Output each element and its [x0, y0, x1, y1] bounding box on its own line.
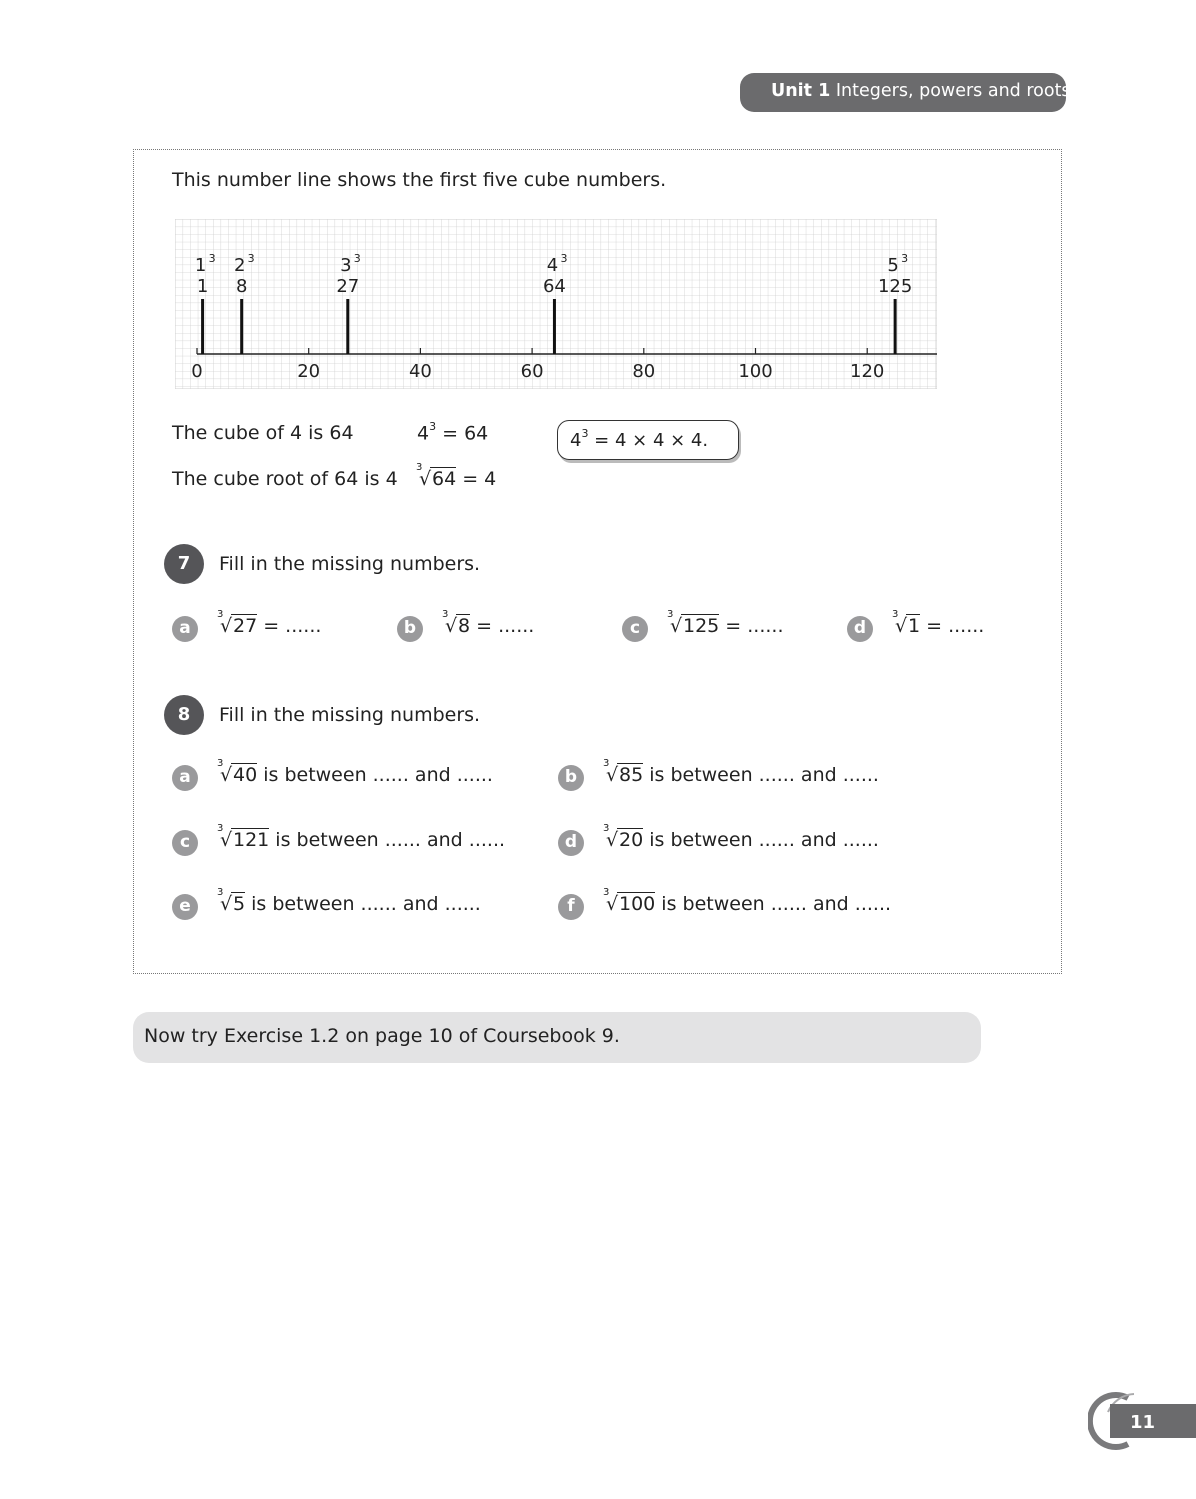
q8-part-e-expression: [217, 887, 481, 915]
cube-eq-exp: 3: [429, 420, 437, 433]
answer-blank-text: is between ...... and ......: [655, 893, 892, 915]
cube-power-label: 3: [340, 255, 352, 276]
cube-root-expression: 3 √ 27: [217, 609, 258, 637]
q8-part-e-badge: e: [172, 894, 198, 920]
answer-blank-text: is between ...... and ......: [245, 893, 481, 915]
number-line-chart: [175, 219, 937, 389]
unit-title: Integers, powers and roots: [835, 81, 1071, 101]
cube-root-expression: 3 √ 5: [217, 887, 246, 915]
axis-tick-label: 60: [520, 361, 544, 382]
answer-blank-text: is between ...... and ......: [643, 764, 879, 786]
answer-blank-text: is between ...... and ......: [643, 829, 879, 851]
cube-eq-base: 4: [417, 422, 430, 445]
q7-part-d-expression: [892, 609, 985, 637]
cube-power-label: 2: [233, 255, 246, 276]
cube-root-expression: 3 √ 1: [892, 609, 921, 637]
q7-part-b-badge: b: [397, 616, 423, 642]
q8-part-b-expression: [603, 758, 879, 786]
axis-tick-label: 120: [850, 361, 885, 382]
axis-tick-label: 40: [408, 361, 432, 382]
question-7-number: 7: [164, 544, 204, 584]
cube-eq-rest: = 64: [436, 422, 489, 445]
answer-blank-text: = ......: [920, 615, 985, 637]
axis-tick-label: 20: [297, 361, 321, 382]
q7-part-c-badge: c: [622, 616, 648, 642]
cube-power-exponent: 3: [353, 252, 361, 265]
cube-power-label: 5: [887, 255, 899, 276]
root-eq-rest: = 4: [456, 468, 497, 490]
question-8-prompt: Fill in the missing numbers.: [219, 704, 481, 726]
cube-value-label: 125: [877, 276, 913, 297]
coursebook-reference: Now try Exercise 1.2 on page 10 of Coursebook 9.: [133, 1012, 981, 1063]
answer-blank-text: is between ...... and ......: [269, 829, 506, 851]
cube-root-expression: 3 √ 121: [217, 823, 270, 851]
question-7-prompt: Fill in the missing numbers.: [219, 553, 481, 575]
cube-root-expression: 3 √ 125: [667, 609, 720, 637]
cube-power-exponent: 3: [247, 252, 255, 265]
cube-power-exponent: 3: [208, 252, 216, 265]
callout-exp: 3: [581, 427, 589, 440]
cube-value-label: 64: [542, 276, 566, 297]
cube-power-label: 4: [546, 255, 559, 276]
q7-part-b-expression: [442, 609, 535, 637]
q8-part-a-badge: a: [172, 765, 198, 791]
cube-value-label: 8: [235, 276, 248, 297]
axis-tick-label: 80: [632, 361, 656, 382]
q8-part-d-expression: [603, 823, 879, 851]
answer-blank-text: is between ...... and ......: [257, 764, 493, 786]
cube-root-expression: 3 √ 20: [603, 823, 644, 851]
q8-part-a-expression: [217, 758, 493, 786]
q8-part-c-expression: [217, 823, 506, 851]
q7-part-a-badge: a: [172, 616, 198, 642]
answer-blank-text: = ......: [470, 615, 535, 637]
intro-text: This number line shows the first five cube numbers.: [172, 169, 667, 191]
cube-power-exponent: 3: [560, 252, 568, 265]
cube-power-exponent: 3: [901, 252, 909, 265]
q8-part-d-badge: d: [558, 830, 584, 856]
cube-root-expression: 3 √ 40: [217, 758, 258, 786]
cube-root-expression: 3 √ 8: [442, 609, 471, 637]
q8-part-f-expression: [603, 887, 892, 915]
unit-header-tab: [740, 73, 1071, 112]
q7-part-c-expression: [667, 609, 784, 637]
answer-blank-text: = ......: [719, 615, 784, 637]
cube-fact-text: The cube of 4 is 64: [172, 422, 354, 444]
cube-fact-equation: [417, 422, 488, 444]
axis-tick-label: 0: [191, 361, 203, 382]
root-fact-equation: [416, 462, 497, 490]
q8-part-b-badge: b: [558, 765, 584, 791]
root-fact-text: The cube root of 64 is 4: [172, 468, 398, 490]
cube-root-expression: 3 √ 85: [603, 758, 644, 786]
callout-rest: = 4 × 4 × 4.: [588, 430, 709, 451]
q8-part-c-badge: c: [172, 830, 198, 856]
q7-part-d-badge: d: [847, 616, 873, 642]
answer-blank-text: = ......: [257, 615, 322, 637]
page-number-badge: [1088, 1392, 1196, 1450]
axis-tick-label: 100: [738, 361, 773, 382]
callout-base: 4: [570, 430, 582, 451]
question-8-number: 8: [164, 695, 204, 735]
q8-part-f-badge: f: [558, 894, 584, 920]
chart-grid: [175, 219, 937, 389]
page-number: 11: [1130, 1412, 1156, 1433]
cube-value-label: 27: [336, 276, 360, 297]
cube-value-label: 1: [196, 276, 209, 297]
cube-root-expression: 3 √ 100: [603, 887, 656, 915]
cube-root-expression: 3 √ 64: [416, 462, 457, 490]
callout-box: [557, 420, 739, 460]
cube-power-label: 1: [194, 255, 207, 276]
unit-label: Unit 1: [771, 81, 831, 101]
q7-part-a-expression: [217, 609, 322, 637]
